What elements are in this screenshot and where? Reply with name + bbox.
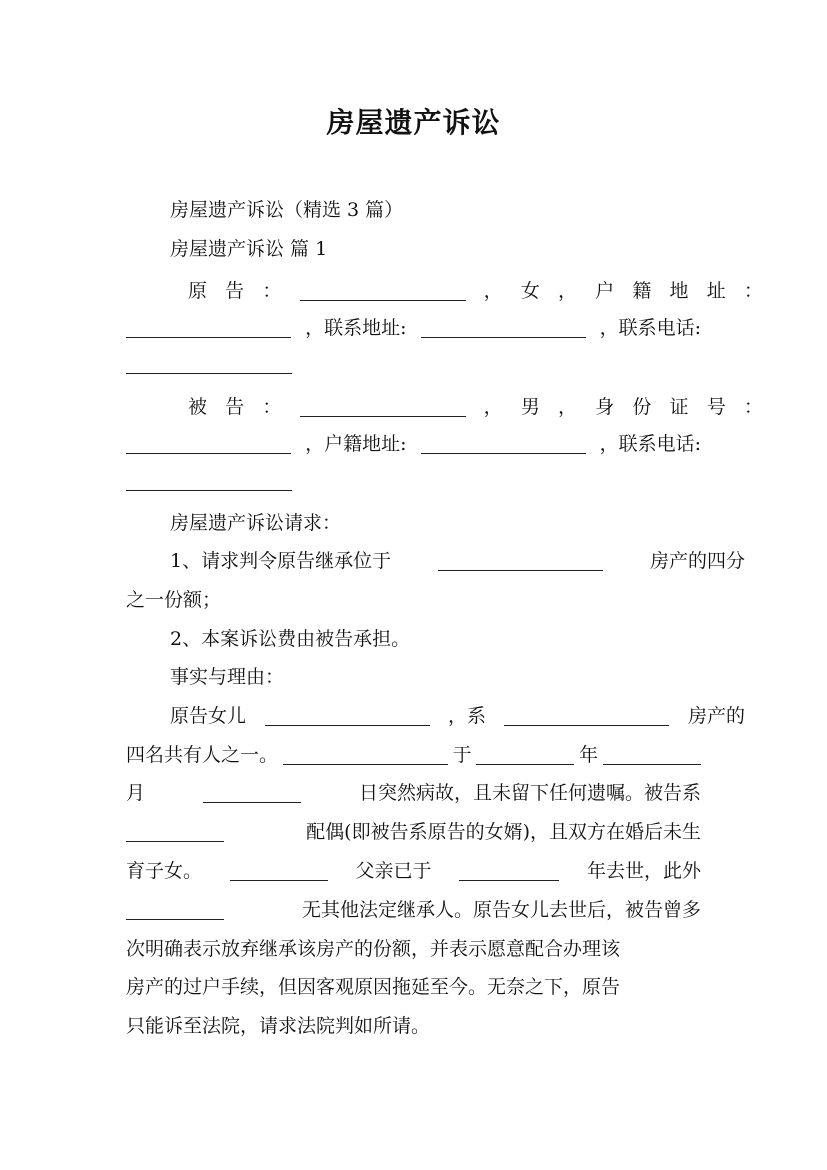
plaintiff-contact-address-label: ，联系地址: <box>305 317 407 339</box>
facts-year-blank <box>476 745 574 765</box>
defendant-label: 被 <box>188 396 208 418</box>
facts-daughter-blank <box>265 706 430 726</box>
plaintiff-phone-label: ，联系电话: <box>599 317 701 339</box>
plaintiff-name-blank <box>300 281 466 301</box>
defendant-line-3 <box>126 468 701 498</box>
defendant-id-blank <box>126 434 291 454</box>
plaintiff-line-2 <box>126 313 701 343</box>
claim-1-line-2: 之一份额； <box>126 589 222 611</box>
facts-line-8: 房产的过户手续，但因客观原因拖延至今。无奈之下，原告 <box>126 976 621 998</box>
facts-line-4 <box>126 817 701 847</box>
plaintiff-comma: ， <box>483 280 503 302</box>
claim-1-text-b: 房产的四分 <box>649 550 745 572</box>
defendant-line-1 <box>126 392 763 422</box>
facts-l4-a: 配偶(即被告系原告的女婿)，且双方在婚后未生 <box>306 821 701 843</box>
plaintiff-line-3 <box>126 351 701 381</box>
claims-heading: 房屋遗产诉讼请求： <box>170 512 342 534</box>
plaintiff-phone-blank <box>126 354 292 374</box>
claim-2: 2、本案诉讼费由被告承担。 <box>170 628 411 650</box>
facts-death-year-blank <box>459 861 559 881</box>
facts-line-2 <box>126 740 701 770</box>
facts-property-blank <box>504 706 669 726</box>
plaintiff-hukou-1: 户 <box>595 280 615 302</box>
defendant-label-2: 告 <box>225 396 245 418</box>
plaintiff-hukou-blank <box>126 318 291 338</box>
facts-line-6 <box>126 895 701 925</box>
facts-l5-c: 年去世，此外 <box>586 860 701 882</box>
plaintiff-label: 原 <box>188 280 208 302</box>
claim-1-text-a: 1、请求判令原告继承位于 <box>170 550 392 572</box>
facts-line-1 <box>126 701 745 731</box>
claim-1-line-1 <box>126 546 745 576</box>
facts-person-blank <box>283 745 448 765</box>
facts-l1-b: ，系 <box>447 705 486 727</box>
facts-l2-b: 于 <box>452 744 472 766</box>
facts-line-9: 只能诉至法院，请求法院判如所请。 <box>126 1015 431 1037</box>
facts-month-blank <box>603 745 701 765</box>
facts-l2-a: 四名共有人之一。 <box>126 744 279 766</box>
facts-l2-c: 年 <box>579 744 599 766</box>
defendant-id-1: 身 <box>595 396 615 418</box>
defendant-gender: 男 <box>520 396 540 418</box>
defendant-id-colon: ： <box>743 396 763 418</box>
plaintiff-hukou-colon: ： <box>743 280 763 302</box>
plaintiff-hukou-4: 址 <box>706 280 726 302</box>
defendant-comma-2: ， <box>558 396 578 418</box>
facts-spouse-blank <box>126 822 224 842</box>
defendant-phone-label: ，联系电话: <box>599 433 701 455</box>
plaintiff-hukou-3: 地 <box>669 280 689 302</box>
plaintiff-hukou-2: 籍 <box>632 280 652 302</box>
section-heading: 房屋遗产诉讼 篇 1 <box>170 238 328 260</box>
plaintiff-gender: 女 <box>520 280 540 302</box>
subtitle: 房屋遗产诉讼（精选 3 篇） <box>170 199 404 221</box>
facts-line-5 <box>126 856 701 886</box>
defendant-hukou-label: ，户籍地址: <box>305 433 407 455</box>
facts-l1-c: 房产的 <box>687 705 745 727</box>
defendant-id-2: 份 <box>632 396 652 418</box>
facts-l3-a: 月 <box>126 782 146 804</box>
plaintiff-contact-address-blank <box>421 318 586 338</box>
facts-day-blank <box>203 783 301 803</box>
facts-l6-a: 无其他法定继承人。原告女儿去世后，被告曾多 <box>301 899 701 921</box>
defendant-name-blank <box>300 397 466 417</box>
facts-line-7: 次明确表示放弃继承该房产的份额，并表示愿意配合办理该 <box>126 938 621 960</box>
defendant-phone-blank <box>126 471 292 491</box>
facts-father-blank <box>230 861 328 881</box>
facts-line-3 <box>126 778 701 808</box>
defendant-colon: ： <box>262 396 282 418</box>
plaintiff-label-2: 告 <box>225 280 245 302</box>
claim-1-property-blank <box>438 551 603 571</box>
plaintiff-colon: ： <box>262 280 282 302</box>
plaintiff-line-1 <box>126 276 763 306</box>
defendant-comma: ， <box>483 396 503 418</box>
document-title: 房屋遗产诉讼 <box>326 106 501 139</box>
facts-l5-a: 育子女。 <box>126 860 203 882</box>
facts-heading: 事实与理由： <box>170 666 285 688</box>
facts-heir-blank <box>126 900 224 920</box>
plaintiff-comma-2: ， <box>558 280 578 302</box>
facts-l5-b: 父亲已于 <box>355 860 432 882</box>
defendant-hukou-blank <box>421 434 586 454</box>
facts-l1-a: 原告女儿 <box>170 705 247 727</box>
defendant-line-2 <box>126 429 701 459</box>
defendant-id-4: 号 <box>706 396 726 418</box>
defendant-id-3: 证 <box>669 396 689 418</box>
facts-l3-b: 日突然病故，且未留下任何遗嘱。被告系 <box>358 782 701 804</box>
